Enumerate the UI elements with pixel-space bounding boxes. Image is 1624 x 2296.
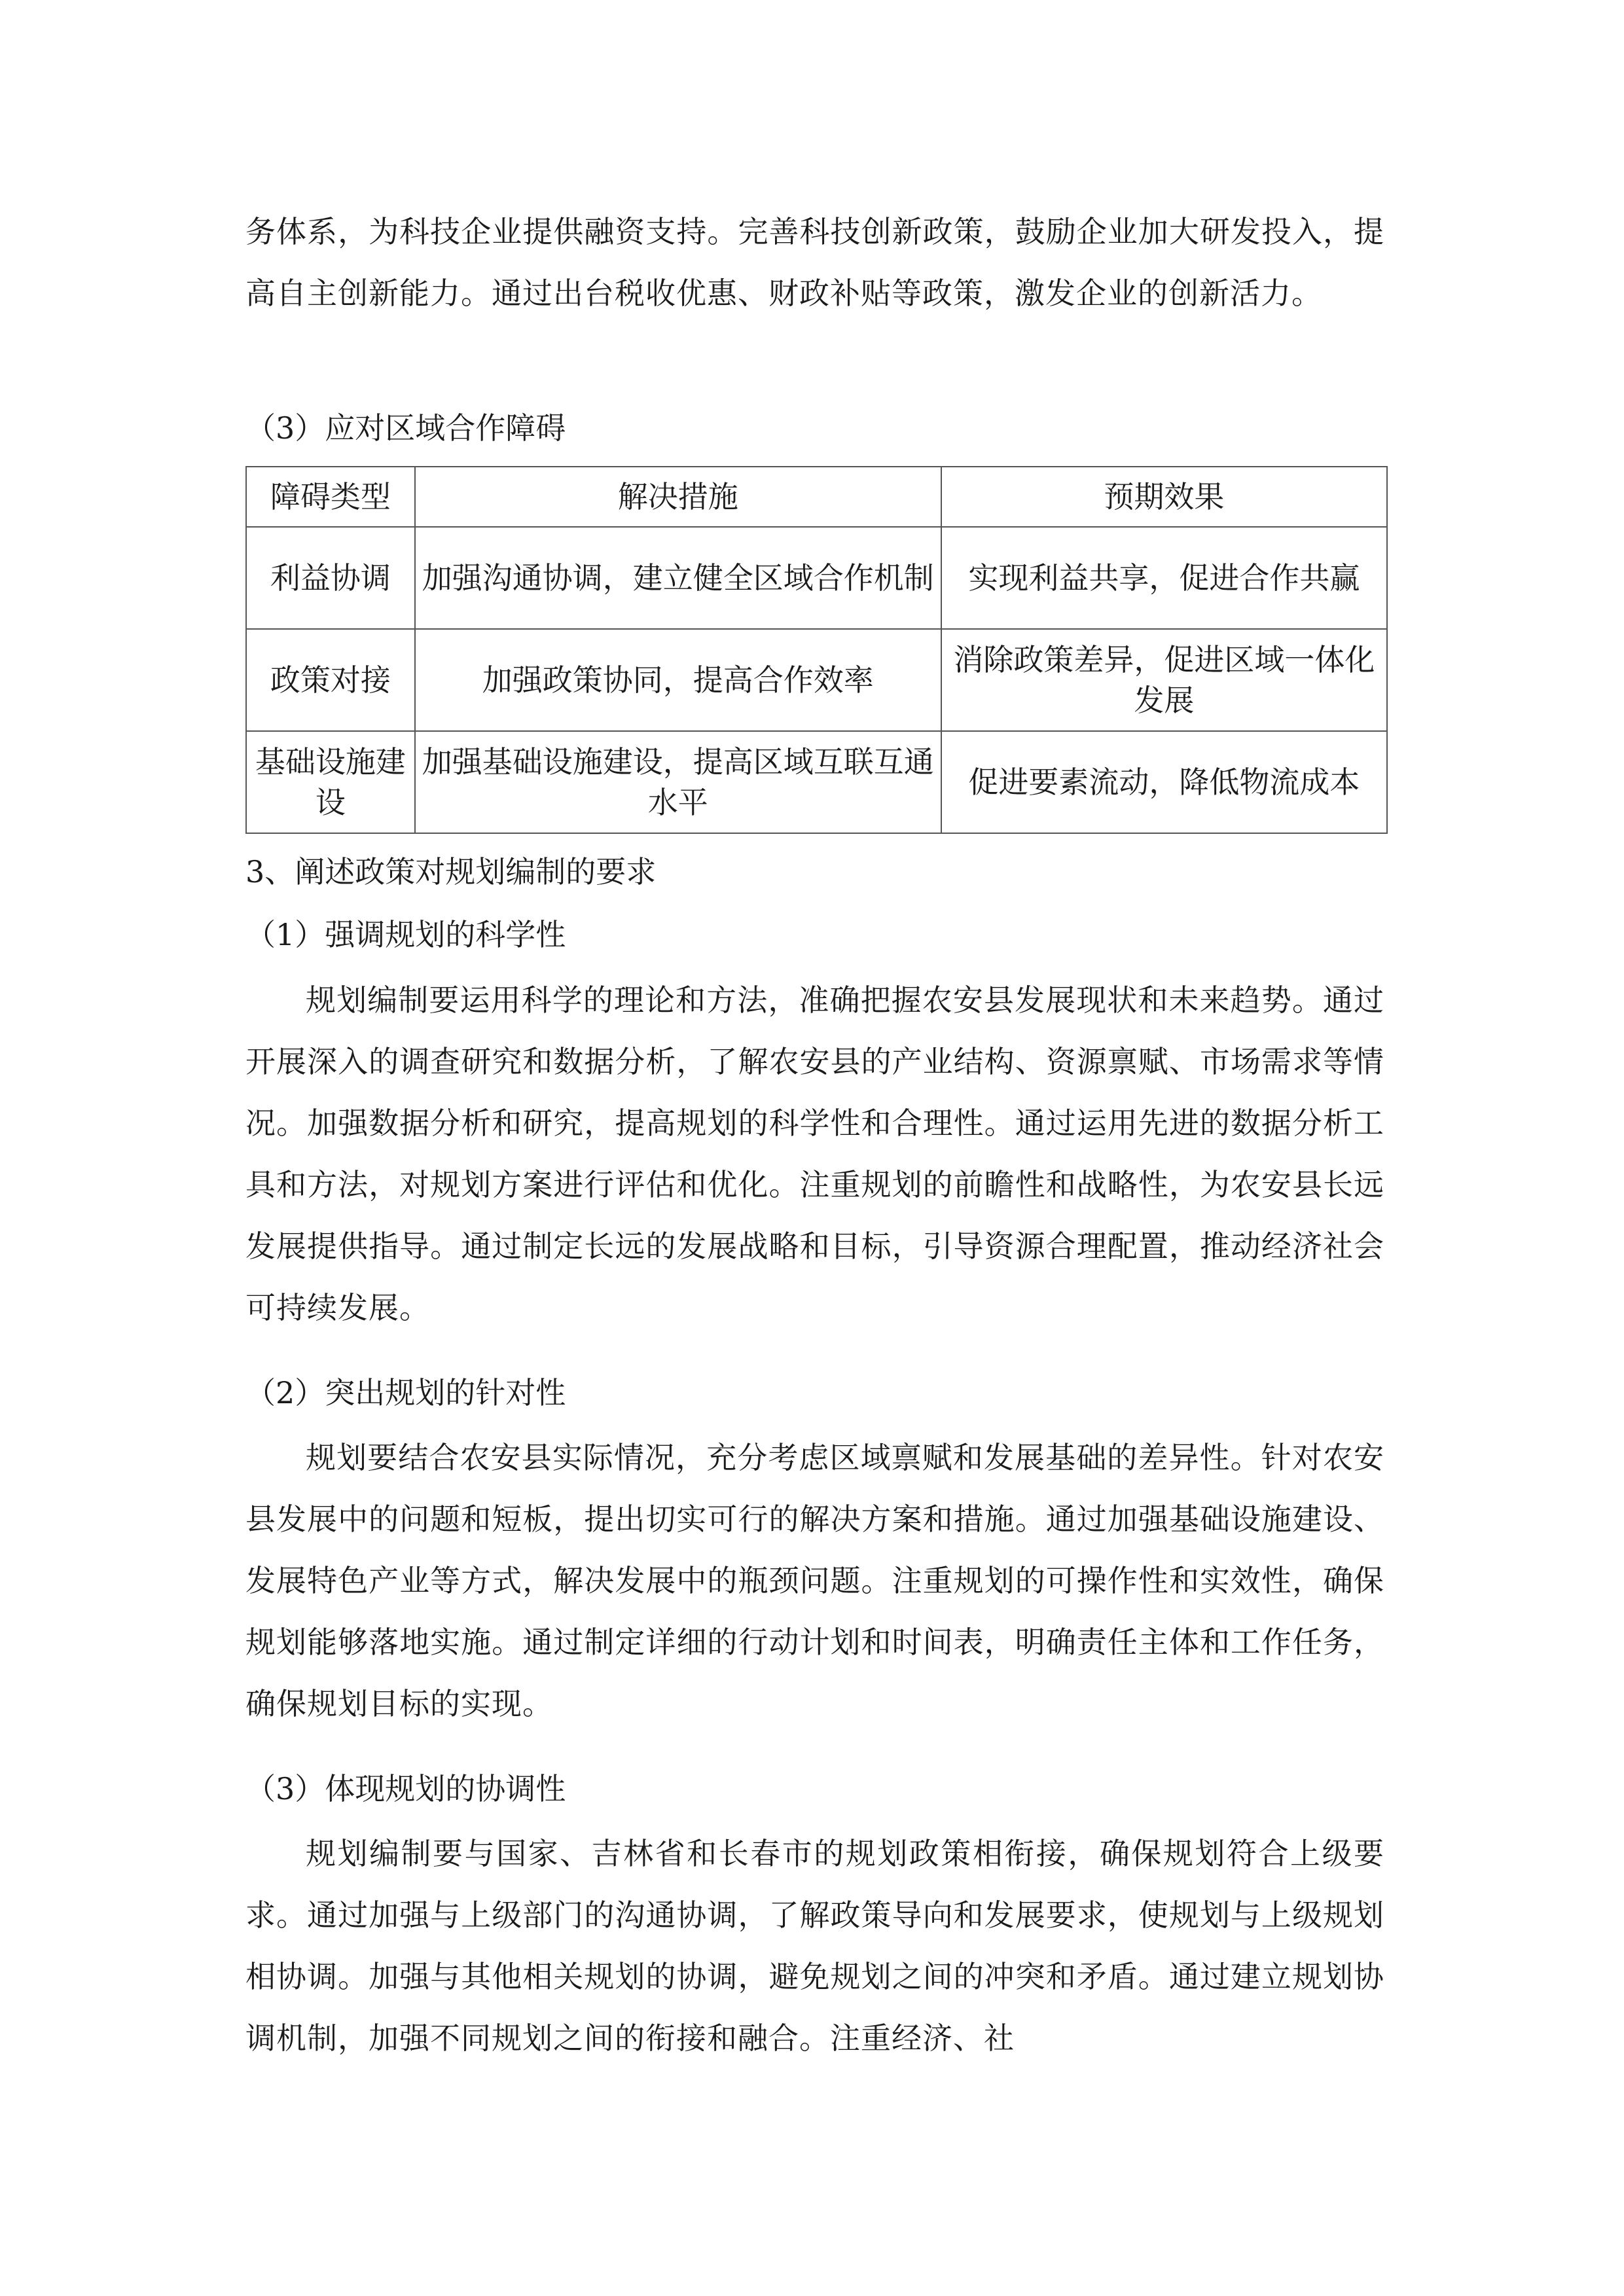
sub3-paragraph: 规划编制要与国家、吉林省和长春市的规划政策相衔接，确保规划符合上级要求。通过加强与上级部门的沟通协调，了解政策导向和发展要求，使规划与上级规划相协调。加强与其他相关规划的协调，避免规划之间的冲突和矛盾。通过建立规划协调机制，加强不同规划之间的衔接和融合。注重经济、社 <box>245 1836 1384 2056</box>
obstacle-table <box>245 466 1388 834</box>
measure-cell: 加强基础设施建设，提高区域互联互通水平 <box>415 731 941 833</box>
effect-cell: 实现利益共享，促进合作共赢 <box>941 527 1387 629</box>
obstacle-type-cell: 政策对接 <box>246 629 415 731</box>
effect-cell: 消除政策差异，促进区域一体化发展 <box>941 629 1387 731</box>
table-row <box>246 629 1387 731</box>
intro-paragraph: 务体系，为科技企业提供融资支持。完善科技创新政策，鼓励企业加大研发投入，提高自主创新能力。通过出台税收优惠、财政补贴等政策，激发企业的创新活力。 <box>245 214 1384 311</box>
sub2-heading: （2）突出规划的针对性 <box>245 1375 566 1410</box>
measure-cell: 加强政策协同，提高合作效率 <box>415 629 941 731</box>
table-header-cell: 障碍类型 <box>246 467 415 527</box>
obstacle-type-cell: 基础设施建设 <box>246 731 415 833</box>
sub3-heading: （3）体现规划的协调性 <box>245 1771 566 1806</box>
table-header-cell: 解决措施 <box>415 467 941 527</box>
effect-cell: 促进要素流动，降低物流成本 <box>941 731 1387 833</box>
table-header-cell: 预期效果 <box>941 467 1387 527</box>
sub2-paragraph: 规划要结合农安县实际情况，充分考虑区域禀赋和发展基础的差异性。针对农安县发展中的问题和短板，提出切实可行的解决方案和措施。通过加强基础设施建设、发展特色产业等方式，解决发展中的瓶颈问题。注重规划的可操作性和实效性，确保规划能够落地实施。通过制定详细的行动计划和时间表，明确责任主体和工作任务，确保规划目标的实现。 <box>245 1440 1384 1721</box>
obstacle-type-cell: 利益协调 <box>246 527 415 629</box>
sub1-paragraph: 规划编制要运用科学的理论和方法，准确把握农安县发展现状和未来趋势。通过开展深入的调查研究和数据分析，了解农安县的产业结构、资源禀赋、市场需求等情况。加强数据分析和研究，提高规划的科学性和合理性。通过运用先进的数据分析工具和方法，对规划方案进行评估和优化。注重规划的前瞻性和战略性，为农安县长远发展提供指导。通过制定长远的发展战略和目标，引导资源合理配置，推动经济社会可持续发展。 <box>245 982 1384 1325</box>
table-row <box>246 731 1387 833</box>
part3-heading: 3、阐述政策对规划编制的要求 <box>245 854 657 889</box>
table-header-row <box>246 467 1387 527</box>
section-heading-regional-cooperation: （3）应对区域合作障碍 <box>245 410 566 446</box>
measure-cell: 加强沟通协调，建立健全区域合作机制 <box>415 527 941 629</box>
table-row <box>246 527 1387 629</box>
sub1-heading: （1）强调规划的科学性 <box>245 917 566 952</box>
